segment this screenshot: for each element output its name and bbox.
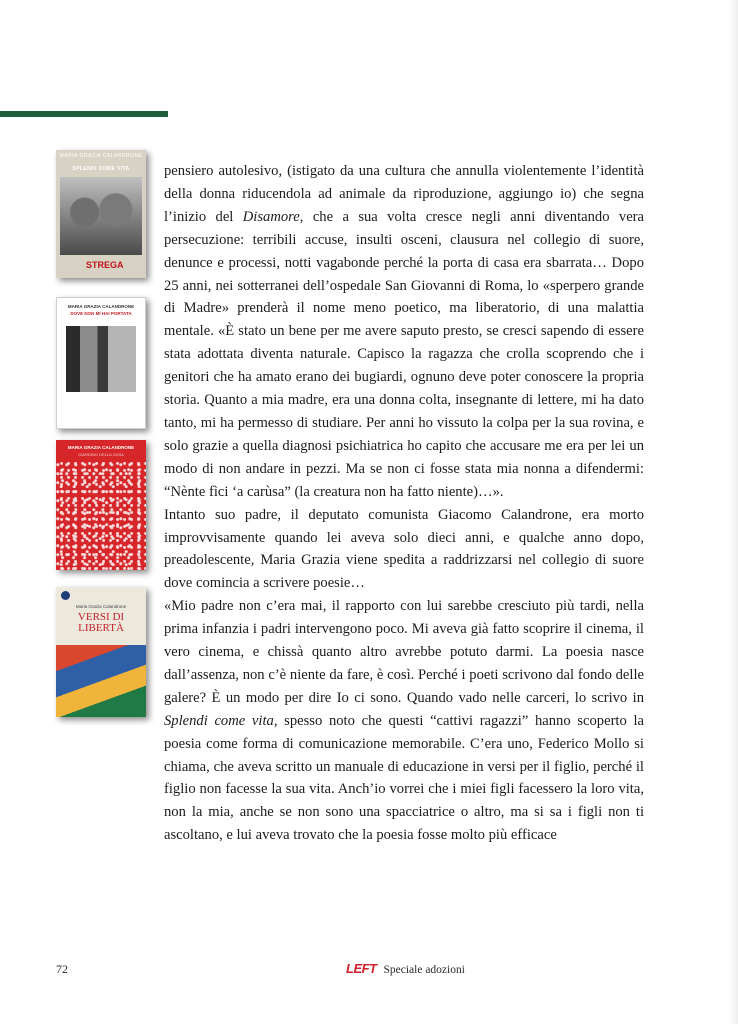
cover-author: Maria Grazia Calandrone [75, 604, 127, 609]
page-edge-shadow [728, 0, 738, 1024]
book-cover-splendi-come-vita [56, 150, 146, 278]
book-cover-giardino-della-gioia [56, 440, 146, 570]
cover-photo [60, 177, 142, 255]
cover-author: MARIA GRAZIA CALANDRONE [67, 304, 135, 309]
publisher-logo [61, 591, 70, 600]
top-accent-rule [0, 111, 168, 117]
paragraph-2: Intanto suo padre, il deputato comunista Giacomo Calandrone, era morto improvvisamente quando lei aveva solo dieci anni, e qualche anno dopo, preadolescente, Maria Grazia viene spedita a raddrizzarsi nel collegio di suore dove comincia a scrivere poesie… [164, 506, 644, 592]
cover-title: DOVE NON MI HAI PORTATA [70, 311, 132, 316]
book-cover-dove-non-mi-hai-portata [56, 297, 146, 429]
cover-photo [66, 326, 136, 392]
paragraph-1: pensiero autolesivo, (istigato da una cultura che annulla violentemente l’identità della donna riducendola ad animale da riproduzione, aggiungo io) che segna l’inizio del Disamore, che a sua volta cresce negli anni diventando vera persecuzione: terribili accuse, insulti osceni, clausura nel collegio di suore, denunce e processi, notti vagabonde perché la porta di casa era sbarrata… Dopo 25 anni, nei sotterranei dell’ospedale San Giovanni di Roma, lo «sperpero grande di Madre» prenderà il nome meno poetico, ma liberatorio, di una malattia mentale. «È stato un bene per me avere saputo presto, se cresci sapendo di essere stata adottata diventa naturale. Capisco la ragazza che crolla scoprendo che i genitori che ha amato erano dei bugiardi, ognuno deve poter conoscere la propria storia. Quanto a mia madre, era una donna colta, insegnante di lettere, mi ha dato tanto, mi ha permesso di studiare. Per anni ho vissuto la colpa per la sua rovina, e solo grazie a quella diagnosi psichiatrica ho capito che accusare me era per lei un modo di non andare in pezzi. Ma se non ci fosse stata mia nonna a difendermi: “Nènte fìci ‘a carùsa” (la creatura non ha fatto niente)…». [164, 163, 645, 500]
footer [346, 960, 465, 978]
cover-title: SPLENDI COME VITA [72, 166, 130, 172]
footer-section-label: Speciale adozioni [383, 964, 465, 976]
cover-title: VERSI DI LIBERTÀ [77, 611, 125, 634]
strega-badge: STREGA [86, 260, 124, 270]
page-number: 72 [56, 962, 68, 976]
book-cover-versi-di-liberta [56, 587, 146, 717]
cover-author: MARIA GRAZIA CALANDRONE [67, 445, 135, 450]
cover-title: GIARDINO DELLA GIOIA [78, 452, 124, 457]
cover-illustration [56, 645, 146, 717]
paragraph-3: «Mio padre non c’era mai, il rapporto con lui sarebbe cresciuto più tardi, nella prima infanzia i padri intervengono poco. Mi aveva già fatto scoprire il cinema, il vero cinema, e chissà quanto altro avrebbe potuto darmi. La poesia nasce dall’assenza, non c’è niente da fare, è così. Perché i poeti scrivono dal fondo delle galere? È un modo per dire Io ci sono. Quando vado nelle carceri, lo scrivo in Splendi come vita, spesso noto che questi “cattivi ragazzi” hanno scoperto la poesia come forma di comunicazione memorabile. C’era uno, Federico Mollo si chiama, che aveva scritto un manuale di educazione in versi per il figlio, perché il figlio non facesse la sua vita. Anch’io vorrei che i miei figli facessero la loro vita, non la mia, anche se non sono una spacciatrice o altro, ma si sa i figli non ti ascoltano, e lui aveva trovato che la poesia fosse molto più efficace [164, 598, 644, 844]
magazine-logo: LEFT [346, 961, 377, 976]
article-body [164, 160, 644, 847]
cover-pattern [56, 462, 146, 570]
cover-author: MARIA GRAZIA CALANDRONE [59, 153, 143, 159]
